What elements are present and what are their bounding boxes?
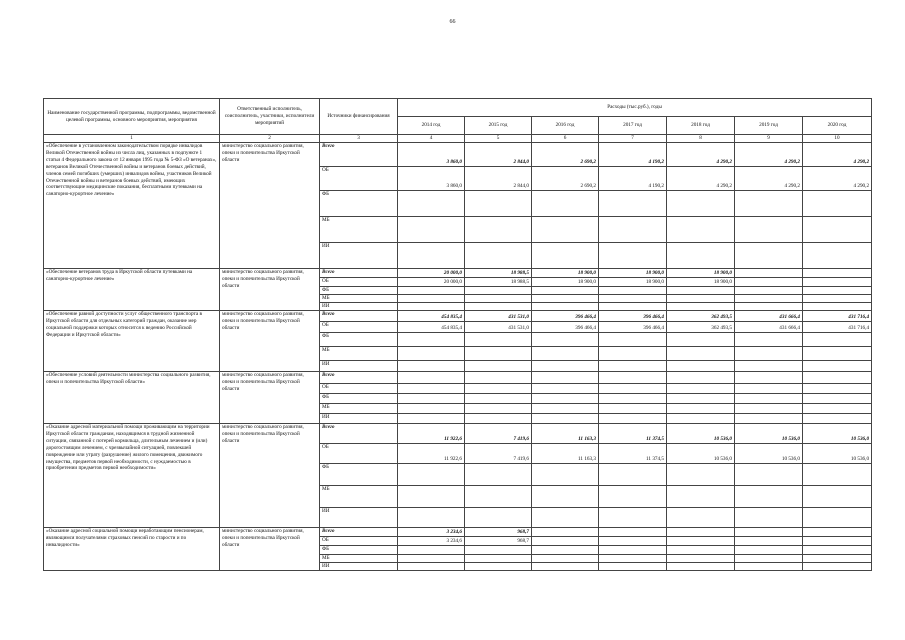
expense-value: 10 536,0 — [667, 424, 735, 444]
expense-value — [532, 404, 599, 414]
activity-name: «Оказание адресной социальной помощи неработающим пенсионерам, являющимся получателями страховых пенсий по старости и по инвалидности» — [44, 528, 220, 571]
expense-value — [398, 404, 465, 414]
expense-value — [667, 486, 735, 508]
expense-value: 968,7 — [465, 528, 532, 537]
expense-value: 4 290,2 — [667, 143, 735, 167]
expense-value — [667, 528, 735, 537]
expense-value — [599, 243, 667, 269]
expense-value: 11 922,6 — [398, 444, 465, 464]
expense-value — [735, 555, 803, 563]
expense-value — [599, 546, 667, 555]
expense-value — [398, 303, 465, 311]
expense-value — [532, 563, 599, 571]
expense-value — [465, 384, 532, 394]
expense-value: 396 466,4 — [532, 322, 599, 333]
expense-value — [803, 528, 872, 537]
funding-source: ИИ — [320, 361, 398, 372]
expense-value: 3 234,6 — [398, 528, 465, 537]
expense-value — [465, 333, 532, 347]
funding-source: МБ — [320, 555, 398, 563]
expense-value — [735, 361, 803, 372]
expense-value — [667, 243, 735, 269]
expense-value — [599, 508, 667, 528]
expense-value: 11 374,5 — [599, 444, 667, 464]
activity-name: «Обеспечение ветеранов труда в Иркутской области путевками на санаторно-курортное лечение» — [44, 269, 220, 311]
expense-value — [667, 303, 735, 311]
funding-source: Всего — [320, 372, 398, 384]
expense-value — [599, 333, 667, 347]
expense-value — [532, 464, 599, 486]
expense-value — [465, 404, 532, 414]
funding-source: ФБ — [320, 394, 398, 404]
header-year: 2017 год — [599, 117, 667, 135]
expense-value — [735, 414, 803, 424]
activity-name: «Обеспечение в установленном законодательством порядке инвалидов Великой Отечественной войны из числа лиц, указанных в подпункте 1 статьи 4 Федерального закона от 12 января 1995 года № 5-ФЗ «О ветеранах», ветеранов Великой Отечественной войны и ветеранов боевых действий, членов семей погибших (умерших) инвалидов войны, участников Великой Отечественной войны и ветеранов боевых действий, имеющих соответствующие медицинские показания, бесплатными путевками на санаторно-курортное лечение» — [44, 143, 220, 269]
expense-value — [465, 414, 532, 424]
expense-value — [465, 563, 532, 571]
header-name: Наименование государственной программы, подпрограммы, ведомственной целевой программы, основного мероприятия, мероприятия — [44, 99, 220, 135]
expense-value — [803, 404, 872, 414]
expense-value: 10 536,0 — [735, 424, 803, 444]
expense-value — [667, 384, 735, 394]
expense-value — [398, 333, 465, 347]
expense-value: 396 466,4 — [599, 322, 667, 333]
table-row — [44, 143, 872, 167]
expense-value — [532, 295, 599, 303]
executor-name: министерство социального развития, опеки и попечительства Иркутской области — [220, 269, 320, 311]
expenses-table — [43, 98, 872, 571]
expense-value — [599, 361, 667, 372]
expense-value — [465, 394, 532, 404]
expense-value: 3 234,6 — [398, 537, 465, 546]
funding-source: ИИ — [320, 303, 398, 311]
expense-value: 10 536,0 — [667, 444, 735, 464]
funding-source: МБ — [320, 217, 398, 243]
expense-value: 968,7 — [465, 537, 532, 546]
expense-value: 7 419,6 — [465, 424, 532, 444]
expense-value: 431 531,0 — [465, 311, 532, 322]
column-number: 4 — [398, 135, 465, 143]
expense-value — [803, 278, 872, 287]
expense-value — [667, 217, 735, 243]
expense-value — [735, 537, 803, 546]
expense-value — [803, 269, 872, 278]
column-number: 6 — [532, 135, 599, 143]
expense-value: 454 835,4 — [398, 322, 465, 333]
table-row — [44, 311, 872, 322]
table-row — [44, 424, 872, 444]
expense-value — [599, 347, 667, 361]
expense-value — [599, 537, 667, 546]
table-row — [44, 528, 872, 537]
funding-source: ИИ — [320, 243, 398, 269]
funding-source: Всего — [320, 311, 398, 322]
expense-value: 4 290,2 — [667, 167, 735, 191]
expense-value: 3 860,0 — [398, 167, 465, 191]
expense-value — [803, 546, 872, 555]
expense-value — [735, 191, 803, 217]
expense-value — [735, 546, 803, 555]
funding-source: Всего — [320, 528, 398, 537]
funding-source: ОБ — [320, 537, 398, 546]
funding-source: МБ — [320, 347, 398, 361]
expense-value — [599, 384, 667, 394]
expense-value — [803, 303, 872, 311]
expense-value — [803, 508, 872, 528]
expense-value — [599, 303, 667, 311]
expense-value — [532, 537, 599, 546]
expense-value — [398, 555, 465, 563]
expense-value: 431 666,4 — [735, 311, 803, 322]
expense-value — [803, 333, 872, 347]
expense-value — [599, 295, 667, 303]
expense-value: 4 190,2 — [599, 167, 667, 191]
expense-value: 18 900,0 — [532, 269, 599, 278]
expense-value — [735, 563, 803, 571]
expense-value: 396 466,4 — [532, 311, 599, 322]
expense-value — [803, 243, 872, 269]
expense-value — [532, 414, 599, 424]
expense-value — [532, 243, 599, 269]
expense-value — [599, 528, 667, 537]
expense-value: 10 536,0 — [803, 424, 872, 444]
expense-value: 454 835,4 — [398, 311, 465, 322]
expense-value — [735, 404, 803, 414]
funding-source: Всего — [320, 143, 398, 167]
expense-value: 7 419,6 — [465, 444, 532, 464]
expense-value — [532, 546, 599, 555]
header-year: 2018 год — [667, 117, 735, 135]
expense-value — [398, 563, 465, 571]
expense-value: 2 690,2 — [532, 167, 599, 191]
expense-value — [667, 508, 735, 528]
funding-source: Всего — [320, 424, 398, 444]
expense-value: 362 493,5 — [667, 311, 735, 322]
expense-value: 18 988,5 — [465, 278, 532, 287]
header-year: 2015 год — [465, 117, 532, 135]
expense-value — [599, 287, 667, 295]
expense-value — [667, 347, 735, 361]
executor-name: министерство социального развития, опеки и попечительства Иркутской области — [220, 311, 320, 372]
executor-name: министерство социального развития, опеки и попечительства Иркутской области — [220, 143, 320, 269]
expense-value — [398, 372, 465, 384]
expense-value — [465, 295, 532, 303]
column-number: 5 — [465, 135, 532, 143]
expense-value — [599, 464, 667, 486]
expense-value — [803, 217, 872, 243]
column-number: 3 — [320, 135, 398, 143]
expense-value — [803, 347, 872, 361]
expense-value — [735, 347, 803, 361]
expense-value — [532, 303, 599, 311]
funding-source: МБ — [320, 486, 398, 508]
funding-source: ОБ — [320, 384, 398, 394]
expense-value — [803, 563, 872, 571]
expense-value — [465, 303, 532, 311]
funding-source: ОБ — [320, 444, 398, 464]
activity-name: «Оказание адресной материальной помощи проживающим на территории Иркутской области гражданам, находящимся в трудной жизненной ситуации, связанной с потерей кормильца, длительным лечением и (или) дорогостоящим лечением, с чрезвычайной ситуацией, повлекшей повреждение или утрату (разрушение) жилого помещения, движимого имущества, предметов первой необходимости, с нуждаемостью в приобретении предметов первой необходимости» — [44, 424, 220, 528]
funding-source: МБ — [320, 404, 398, 414]
expense-value — [532, 347, 599, 361]
expense-value — [667, 372, 735, 384]
table-row — [44, 269, 872, 278]
expense-value — [398, 508, 465, 528]
expense-value — [398, 217, 465, 243]
funding-source: ОБ — [320, 167, 398, 191]
expense-value — [735, 243, 803, 269]
expense-value: 20 000,0 — [398, 278, 465, 287]
expense-value — [667, 287, 735, 295]
funding-source: ФБ — [320, 287, 398, 295]
expense-value: 4 290,2 — [803, 167, 872, 191]
page-number: 66 — [449, 19, 456, 25]
executor-name: министерство социального развития, опеки и попечительства Иркутской области — [220, 424, 320, 528]
header-year: 2020 год — [803, 117, 872, 135]
expense-value — [599, 414, 667, 424]
expense-value — [667, 546, 735, 555]
expense-value — [465, 486, 532, 508]
expense-value — [599, 394, 667, 404]
expense-value: 2 844,0 — [465, 143, 532, 167]
expense-value — [803, 295, 872, 303]
expense-value — [735, 464, 803, 486]
expense-value — [735, 295, 803, 303]
expense-value — [803, 287, 872, 295]
expense-value — [398, 414, 465, 424]
expense-value — [532, 287, 599, 295]
expense-value: 18 900,0 — [599, 269, 667, 278]
expense-value — [599, 404, 667, 414]
expense-value — [667, 555, 735, 563]
expense-value: 11 374,5 — [599, 424, 667, 444]
expense-value — [803, 555, 872, 563]
expense-value — [735, 217, 803, 243]
expense-value: 20 000,0 — [398, 269, 465, 278]
expense-value: 2 690,2 — [532, 143, 599, 167]
expense-value — [532, 333, 599, 347]
expense-value — [735, 528, 803, 537]
expense-value: 431 531,0 — [465, 322, 532, 333]
expense-value — [735, 486, 803, 508]
expense-value: 10 536,0 — [735, 444, 803, 464]
expense-value: 4 290,2 — [735, 167, 803, 191]
expense-value — [398, 546, 465, 555]
expense-value — [465, 546, 532, 555]
expense-value — [532, 372, 599, 384]
expense-value: 11 922,6 — [398, 424, 465, 444]
expense-value — [398, 243, 465, 269]
header-source: Источники финансирования — [320, 99, 398, 135]
expense-value — [398, 347, 465, 361]
executor-name: министерство социального развития, опеки и попечительства Иркутской области — [220, 372, 320, 424]
expense-value — [465, 191, 532, 217]
expense-value — [398, 361, 465, 372]
expense-value — [465, 372, 532, 384]
expense-value: 18 900,0 — [667, 278, 735, 287]
funding-source: ФБ — [320, 333, 398, 347]
expense-value — [599, 191, 667, 217]
expense-value — [398, 295, 465, 303]
expense-value — [803, 414, 872, 424]
header-year: 2019 год — [735, 117, 803, 135]
header-executor: Ответственный исполнитель, соисполнитель, участники, исполнители мероприятий — [220, 99, 320, 135]
expense-value — [803, 191, 872, 217]
expense-value — [532, 191, 599, 217]
expense-value — [398, 287, 465, 295]
expense-value — [803, 394, 872, 404]
funding-source: ОБ — [320, 322, 398, 333]
expense-value — [599, 372, 667, 384]
funding-source: ФБ — [320, 464, 398, 486]
expense-value — [398, 384, 465, 394]
expense-value — [398, 394, 465, 404]
expense-value: 3 860,0 — [398, 143, 465, 167]
expense-value — [599, 555, 667, 563]
expense-value — [398, 191, 465, 217]
expense-value — [735, 372, 803, 384]
expense-value — [532, 508, 599, 528]
funding-source: МБ — [320, 295, 398, 303]
expense-value: 18 900,0 — [667, 269, 735, 278]
expense-value — [398, 464, 465, 486]
expense-value — [532, 361, 599, 372]
funding-source: ФБ — [320, 546, 398, 555]
expense-value: 11 163,3 — [532, 424, 599, 444]
expense-value — [599, 486, 667, 508]
expense-value — [667, 394, 735, 404]
expense-value: 4 290,2 — [803, 143, 872, 167]
expense-value: 4 190,2 — [599, 143, 667, 167]
expense-value: 18 988,5 — [465, 269, 532, 278]
funding-source: ИИ — [320, 563, 398, 571]
expense-value: 2 844,0 — [465, 167, 532, 191]
header-year: 2014 год — [398, 117, 465, 135]
expense-value — [803, 464, 872, 486]
expense-value — [735, 278, 803, 287]
expense-value — [667, 404, 735, 414]
expense-value — [532, 394, 599, 404]
expense-value: 396 466,4 — [599, 311, 667, 322]
table-row — [44, 372, 872, 384]
column-number: 7 — [599, 135, 667, 143]
expense-value — [803, 372, 872, 384]
funding-source: ИИ — [320, 414, 398, 424]
expense-value — [667, 537, 735, 546]
expense-value: 362 493,5 — [667, 322, 735, 333]
funding-source: Всего — [320, 269, 398, 278]
header-expenses: Расходы (тыс.руб.), годы — [398, 99, 872, 117]
expense-value: 4 290,2 — [735, 143, 803, 167]
expense-value — [465, 243, 532, 269]
expense-value — [465, 555, 532, 563]
expense-value — [735, 303, 803, 311]
expense-value — [667, 563, 735, 571]
funding-source: ОБ — [320, 278, 398, 287]
expense-value: 10 536,0 — [803, 444, 872, 464]
expense-value — [667, 295, 735, 303]
expense-value — [532, 384, 599, 394]
expense-value — [465, 217, 532, 243]
expense-value — [532, 528, 599, 537]
expense-value — [532, 486, 599, 508]
expense-value — [599, 217, 667, 243]
column-number: 10 — [803, 135, 872, 143]
activity-name: «Обеспечение равной доступности услуг общественного транспорта в Иркутской области для отдельных категорий граждан, оказание мер социальной поддержки которых относится к ведению Российской Федерации и Иркутской области» — [44, 311, 220, 372]
column-number: 1 — [44, 135, 220, 143]
expense-value — [803, 537, 872, 546]
column-number: 8 — [667, 135, 735, 143]
column-number: 9 — [735, 135, 803, 143]
executor-name: министерство социального развития, опеки и попечительства Иркутской области — [220, 528, 320, 571]
expense-value — [599, 563, 667, 571]
expense-value: 11 163,3 — [532, 444, 599, 464]
expense-value — [735, 333, 803, 347]
expense-value — [735, 508, 803, 528]
expense-value — [735, 269, 803, 278]
expense-value — [803, 384, 872, 394]
expense-value: 431 666,4 — [735, 322, 803, 333]
expense-value — [532, 217, 599, 243]
expense-value: 18 900,0 — [599, 278, 667, 287]
expense-value — [398, 486, 465, 508]
expense-value — [667, 414, 735, 424]
expense-value — [667, 333, 735, 347]
funding-source: ИИ — [320, 508, 398, 528]
expense-value — [465, 508, 532, 528]
expense-value — [465, 287, 532, 295]
expense-value — [803, 361, 872, 372]
expense-value — [735, 394, 803, 404]
expense-value — [667, 464, 735, 486]
funding-source: ФБ — [320, 191, 398, 217]
expense-value — [735, 287, 803, 295]
expense-value: 431 716,4 — [803, 322, 872, 333]
column-number: 2 — [220, 135, 320, 143]
expense-value — [465, 464, 532, 486]
expense-value — [465, 347, 532, 361]
expense-value — [667, 361, 735, 372]
expense-value — [803, 486, 872, 508]
header-year: 2016 год — [532, 117, 599, 135]
expense-value — [532, 555, 599, 563]
expense-value — [667, 191, 735, 217]
expense-value: 18 900,0 — [532, 278, 599, 287]
expense-value — [465, 361, 532, 372]
expense-value — [735, 384, 803, 394]
activity-name: «Обеспечение условий деятельности министерства социального развития, опеки и попечительства Иркутской области» — [44, 372, 220, 424]
expense-value: 431 716,4 — [803, 311, 872, 322]
